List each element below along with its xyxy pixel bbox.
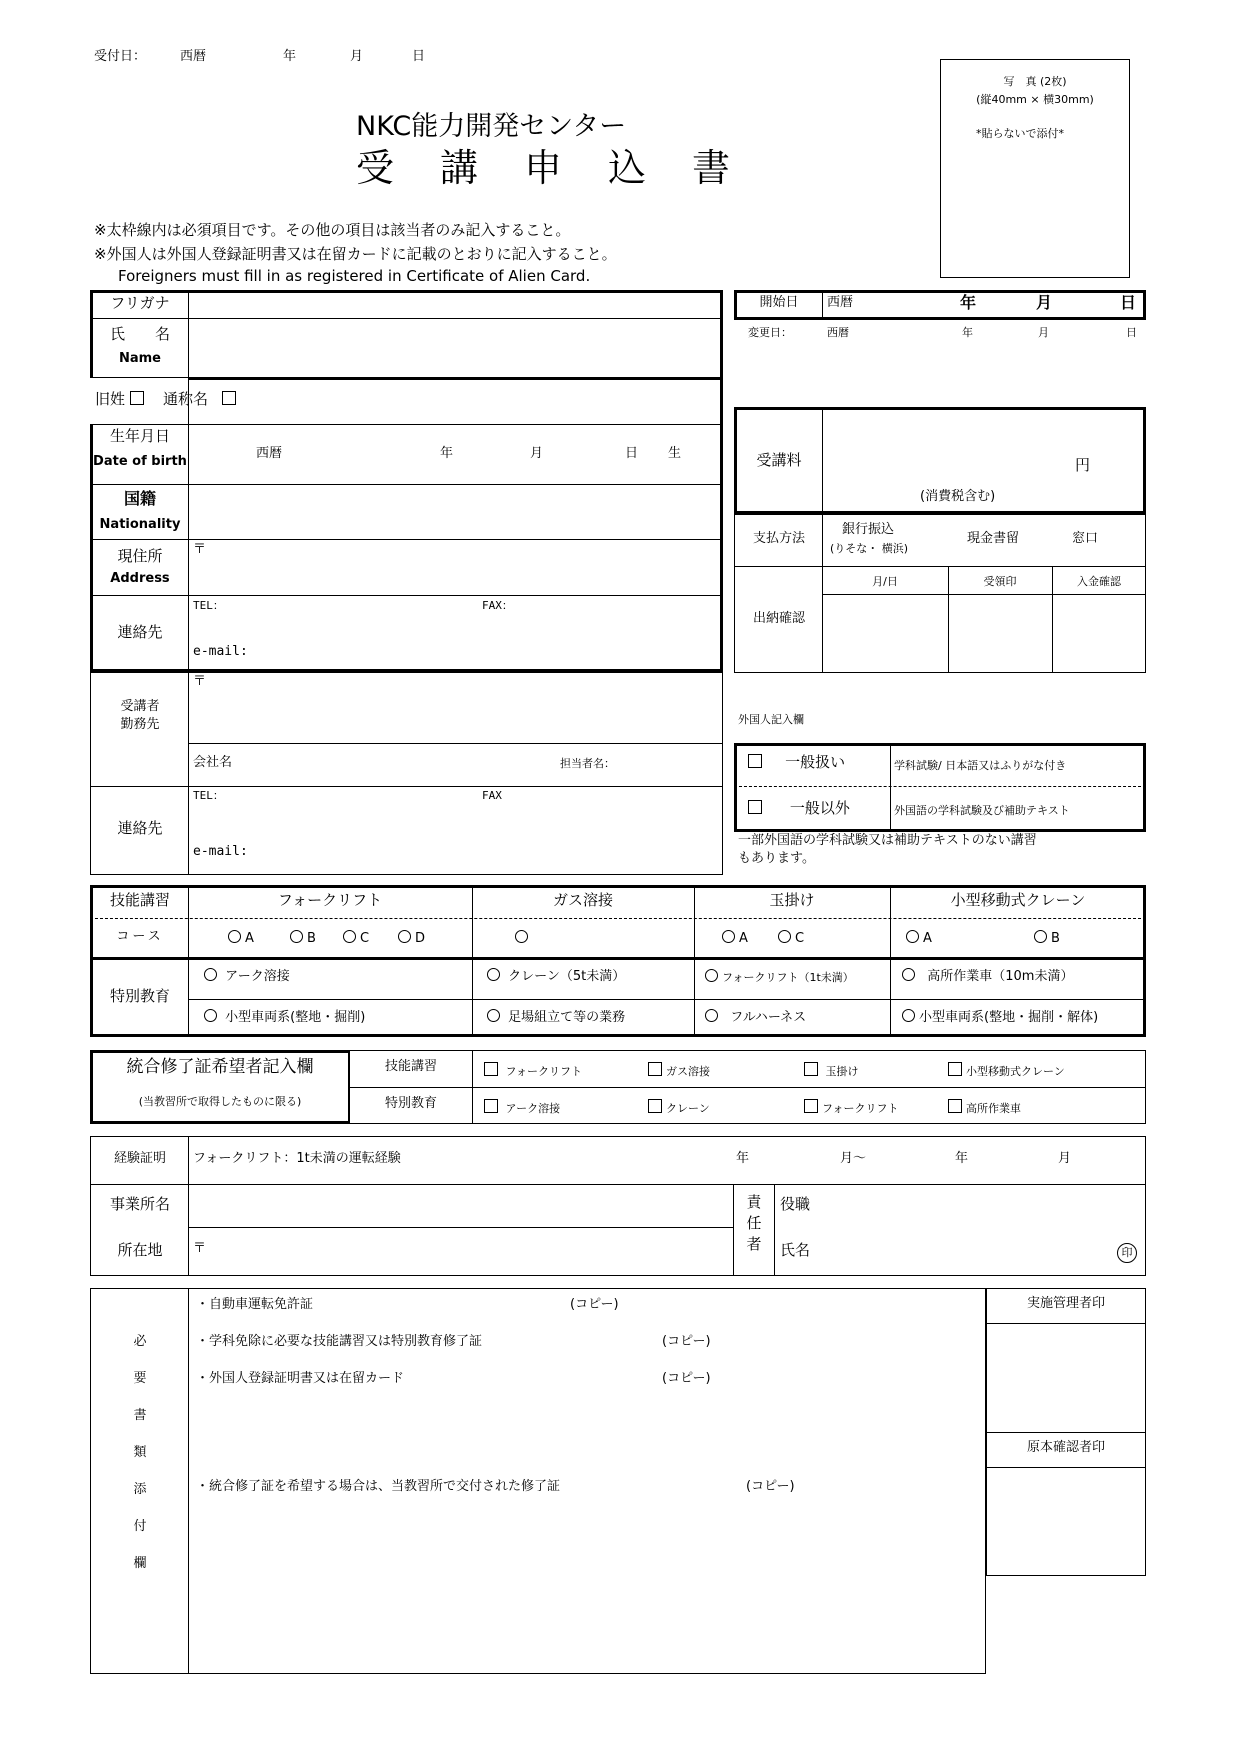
workplace-label-2: 勤務先 xyxy=(120,717,160,732)
forklift-course-a[interactable]: A xyxy=(228,930,254,946)
photo-label: 写 真 (2枚) xyxy=(1003,75,1067,88)
change-day: 日 xyxy=(1126,326,1137,339)
email-label: e-mail: xyxy=(193,644,248,659)
mobile-crane-b-radio[interactable] xyxy=(1034,930,1047,943)
required-docs-vlabel-4: 類 xyxy=(133,1445,147,1460)
tel-label: TEL： xyxy=(193,599,224,612)
required-doc-residence: ・外国人登録証明書又は在留カード xyxy=(196,1371,405,1386)
integrated-arc-checkbox[interactable] xyxy=(484,1099,498,1113)
skill-course-label: 技能講習 xyxy=(109,891,170,909)
mobile-crane-course-b[interactable]: B xyxy=(1034,930,1060,946)
dob-sei-label: 生 xyxy=(668,446,682,461)
address-label-en: Address xyxy=(110,571,170,586)
fee-tax-note: (消費税含む) xyxy=(920,489,996,504)
organization-name: NKC能力開発センター xyxy=(356,111,627,142)
integrated-skill-mobile-crane[interactable]: 小型移動式クレーン xyxy=(948,1062,1065,1078)
change-month: 月 xyxy=(1038,326,1049,339)
office-name-label: 事業所名 xyxy=(109,1195,170,1213)
forklift-a-radio[interactable] xyxy=(228,930,241,943)
workplace-tel-label: TEL： xyxy=(193,789,224,802)
required-doc-integrated: ・統合修了証を希望する場合は、当教習所で交付された修了証 xyxy=(196,1479,561,1494)
integrated-cert-sub: (当教習所で取得したものに限る) xyxy=(138,1095,302,1108)
change-seireki: 西暦 xyxy=(827,326,849,339)
photo-box xyxy=(940,59,1130,278)
integrated-crane-checkbox[interactable] xyxy=(648,1099,662,1113)
nationality-label: 国籍 xyxy=(123,489,156,508)
forklift-course-d[interactable]: D xyxy=(398,930,425,946)
special-small-vehicle[interactable]: 小型車両系(整地・掘削) xyxy=(204,1009,365,1025)
photo-size: (縦40mm × 横30mm) xyxy=(976,93,1094,106)
special-small-vehicle-demolition-radio[interactable] xyxy=(902,1009,915,1022)
special-crane-radio[interactable] xyxy=(487,968,500,981)
original-checker-stamp-label: 原本確認者印 xyxy=(1026,1440,1105,1455)
workplace-fax-label: FAX xyxy=(482,789,502,802)
forklift-d-radio[interactable] xyxy=(398,930,411,943)
special-arc-welding[interactable]: アーク溶接 xyxy=(204,968,290,984)
special-education-label: 特別教育 xyxy=(109,987,170,1005)
start-date-label: 開始日 xyxy=(759,295,799,310)
office-postal-mark: 〒 xyxy=(193,1241,207,1256)
received-day-label: 日 xyxy=(412,49,426,64)
required-docs-vlabel-5: 添 xyxy=(133,1482,147,1497)
contact-person-label: 担当者名： xyxy=(560,757,615,770)
integrated-special-forklift[interactable]: フォークリフト xyxy=(804,1099,898,1115)
integrated-special-forklift-checkbox[interactable] xyxy=(804,1099,818,1113)
change-date-label: 変更日： xyxy=(748,326,792,339)
received-date-label: 受付日： xyxy=(94,49,147,64)
received-seireki: 西暦 xyxy=(180,49,207,64)
seal-mark-icon: 印 xyxy=(1117,1243,1137,1263)
slinging-course-a[interactable]: A xyxy=(722,930,748,946)
office-location-label: 所在地 xyxy=(117,1241,163,1259)
note-foreigners-en: Foreigners must fill in as registered in Certificate of Alien Card. xyxy=(118,267,591,285)
start-seireki: 西暦 xyxy=(827,295,854,310)
foreign-other-checkbox[interactable] xyxy=(748,800,762,814)
required-docs-vlabel-6: 付 xyxy=(133,1519,147,1534)
special-full-harness-radio[interactable] xyxy=(705,1009,718,1022)
old-name-option[interactable]: 旧姓 xyxy=(95,391,148,408)
payment-window[interactable]: 窓口 xyxy=(1072,531,1099,546)
workplace-contact-label: 連絡先 xyxy=(117,819,163,837)
forklift-b-radio[interactable] xyxy=(290,930,303,943)
alias-checkbox[interactable] xyxy=(222,391,236,405)
integrated-special-label: 特別教育 xyxy=(384,1096,437,1111)
address-label: 現住所 xyxy=(117,547,163,565)
photo-note: *貼らないで添付* xyxy=(976,127,1064,140)
dob-seireki: 西暦 xyxy=(256,446,283,461)
special-scaffolding[interactable]: 足場組立て等の業務 xyxy=(487,1009,625,1025)
change-year: 年 xyxy=(962,326,973,339)
gas-welding-radio[interactable] xyxy=(515,930,528,943)
integrated-skill-label: 技能講習 xyxy=(384,1059,437,1074)
special-small-vehicle-demolition[interactable]: 小型車両系(整地・掘削・解体) xyxy=(902,1009,1098,1025)
responsible-position-label: 役職 xyxy=(780,1195,811,1213)
dob-label: 生年月日 xyxy=(109,427,170,445)
integrated-forklift-checkbox[interactable] xyxy=(484,1062,498,1076)
furigana-label: フリガナ xyxy=(110,294,170,312)
receipt-check-label: 出納確認 xyxy=(752,611,805,626)
contact-label: 連絡先 xyxy=(117,623,163,641)
receipt-col-date: 月/日 xyxy=(872,575,898,588)
gas-welding-course[interactable] xyxy=(515,930,532,946)
experience-text: フォークリフト：1t未満の運転経験 xyxy=(193,1151,401,1166)
responsible-name-label: 氏名 xyxy=(780,1241,811,1259)
foreign-option-other-desc: 外国語の学科試験及び補助テキスト xyxy=(894,804,1070,817)
required-doc-license: ・自動車運転免許証 xyxy=(196,1297,314,1312)
integrated-aerial-checkbox[interactable] xyxy=(948,1099,962,1113)
name-field[interactable] xyxy=(190,320,720,376)
forklift-course-b[interactable]: B xyxy=(290,930,316,946)
integrated-special-crane[interactable]: クレーン xyxy=(648,1099,710,1115)
received-year-label: 年 xyxy=(283,49,297,64)
dob-month-label: 月 xyxy=(530,446,544,461)
integrated-slinging-checkbox[interactable] xyxy=(804,1062,818,1076)
required-doc-cert: ・学科免除に必要な技能講習又は特別教育修了証 xyxy=(196,1334,483,1349)
special-forklift-under-1t[interactable]: フォークリフト（1t未満） xyxy=(705,969,854,984)
address-postal-mark: 〒 xyxy=(193,542,207,557)
required-docs-vlabel-3: 書 xyxy=(133,1408,147,1423)
workplace-label-1: 受講者 xyxy=(120,699,160,714)
integrated-skill-gas-welding[interactable]: ガス溶接 xyxy=(648,1062,710,1078)
fee-label: 受講料 xyxy=(756,451,802,469)
integrated-special-aerial[interactable]: 高所作業車 xyxy=(948,1099,1021,1115)
required-doc-cert-copy: (コピー) xyxy=(662,1334,711,1349)
payment-bank-sub: (りそな・ 横浜) xyxy=(830,542,909,555)
nationality-field[interactable] xyxy=(190,486,720,538)
start-month: 月 xyxy=(1036,293,1053,312)
required-doc-license-copy: (コピー) xyxy=(570,1297,619,1312)
special-aerial-work[interactable]: 高所作業車（10m未満） xyxy=(902,968,1073,984)
workplace-postal-mark: 〒 xyxy=(193,674,207,689)
start-day: 日 xyxy=(1120,293,1137,312)
required-docs-vlabel-7: 欄 xyxy=(133,1556,147,1571)
name-label: 氏 名 xyxy=(109,325,170,343)
form-title: 受 講 申 込 書 xyxy=(356,146,735,190)
required-doc-integrated-copy: (コピー) xyxy=(746,1479,795,1494)
company-name-label: 会社名 xyxy=(193,755,233,770)
required-doc-residence-copy: (コピー) xyxy=(662,1371,711,1386)
foreign-option-general-desc: 学科試験/ 日本語又はふりがな付き xyxy=(894,759,1067,772)
special-forklift-radio[interactable] xyxy=(705,969,718,982)
slinging-course-c[interactable]: C xyxy=(778,930,804,946)
experience-year-to: 年 xyxy=(955,1151,969,1166)
payment-bank[interactable]: 銀行振込 xyxy=(842,522,895,537)
implementation-manager-stamp-label: 実施管理者印 xyxy=(1026,1296,1105,1311)
course-head-gas-welding: ガス溶接 xyxy=(552,891,613,909)
forklift-course-c[interactable]: C xyxy=(343,930,369,946)
integrated-mobile-crane-checkbox[interactable] xyxy=(948,1062,962,1076)
integrated-skill-slinging[interactable]: 玉掛け xyxy=(804,1062,859,1078)
course-row-label: コース xyxy=(116,929,164,944)
experience-month-to: 月 xyxy=(1058,1151,1072,1166)
receipt-col-confirm: 入金確認 xyxy=(1077,575,1121,588)
special-scaffolding-radio[interactable] xyxy=(487,1009,500,1022)
responsible-label-2: 任 xyxy=(746,1214,762,1232)
payment-method-label: 支払方法 xyxy=(752,531,805,546)
payment-cash-registered[interactable]: 現金書留 xyxy=(967,531,1020,546)
note-foreigners-jp: ※外国人は外国人登録証明書又は在留カードに記載のとおりに記入すること。 xyxy=(94,245,617,263)
special-small-vehicle-radio[interactable] xyxy=(204,1009,217,1022)
dob-label-en: Date of birth xyxy=(93,454,187,469)
special-aerial-work-radio[interactable] xyxy=(902,968,915,981)
dob-day-label: 日 xyxy=(625,446,639,461)
slinging-c-radio[interactable] xyxy=(778,930,791,943)
slinging-a-radio[interactable] xyxy=(722,930,735,943)
integrated-gas-welding-checkbox[interactable] xyxy=(648,1062,662,1076)
receipt-col-stamp: 受領印 xyxy=(983,575,1017,588)
forklift-c-radio[interactable] xyxy=(343,930,356,943)
fee-yen: 円 xyxy=(1075,456,1091,474)
responsible-label-1: 責 xyxy=(746,1193,762,1211)
foreign-general-checkbox[interactable] xyxy=(748,754,762,768)
foreign-section-title: 外国人記入欄 xyxy=(738,713,804,726)
workplace-email-label: e-mail: xyxy=(193,844,248,859)
old-name-checkbox[interactable] xyxy=(130,391,144,405)
course-head-slinging: 玉掛け xyxy=(769,891,815,909)
responsible-label-3: 者 xyxy=(746,1235,762,1253)
required-docs-vlabel-1: 必 xyxy=(133,1334,147,1349)
integrated-skill-forklift[interactable]: フォークリフト xyxy=(484,1062,582,1078)
furigana-field[interactable] xyxy=(190,292,720,317)
dob-year-label: 年 xyxy=(440,446,454,461)
special-full-harness[interactable]: フルハーネス xyxy=(705,1009,806,1025)
note-required: ※太枠線内は必須項目です。その他の項目は該当者のみ記入すること。 xyxy=(94,221,571,239)
course-head-forklift: フォークリフト xyxy=(277,891,383,909)
integrated-cert-title: 統合修了証希望者記入欄 xyxy=(126,1057,314,1077)
foreign-note-2: もあります。 xyxy=(738,851,815,866)
required-docs-vlabel-2: 要 xyxy=(133,1371,147,1386)
fax-label: FAX： xyxy=(482,599,513,612)
start-year: 年 xyxy=(960,293,977,312)
alias-option[interactable]: 通称名 xyxy=(163,391,240,408)
special-arc-welding-radio[interactable] xyxy=(204,968,217,981)
received-month-label: 月 xyxy=(350,49,364,64)
special-crane-under-5t[interactable]: クレーン（5t未満） xyxy=(487,968,625,984)
foreign-note-1: 一部外国語の学科試験又は補助テキストのない講習 xyxy=(738,833,1037,848)
mobile-crane-course-a[interactable]: A xyxy=(906,930,932,946)
mobile-crane-a-radio[interactable] xyxy=(906,930,919,943)
experience-month-from: 月～ xyxy=(840,1151,867,1166)
course-head-mobile-crane: 小型移動式クレーン xyxy=(950,891,1086,909)
foreign-option-other[interactable]: 一般以外 xyxy=(748,800,850,817)
nationality-label-en: Nationality xyxy=(99,517,181,532)
foreign-option-general[interactable]: 一般扱い xyxy=(748,754,845,771)
experience-year-from: 年 xyxy=(736,1151,750,1166)
integrated-special-arc[interactable]: アーク溶接 xyxy=(484,1099,560,1115)
experience-label: 経験証明 xyxy=(113,1151,166,1166)
name-label-en: Name xyxy=(118,351,161,366)
